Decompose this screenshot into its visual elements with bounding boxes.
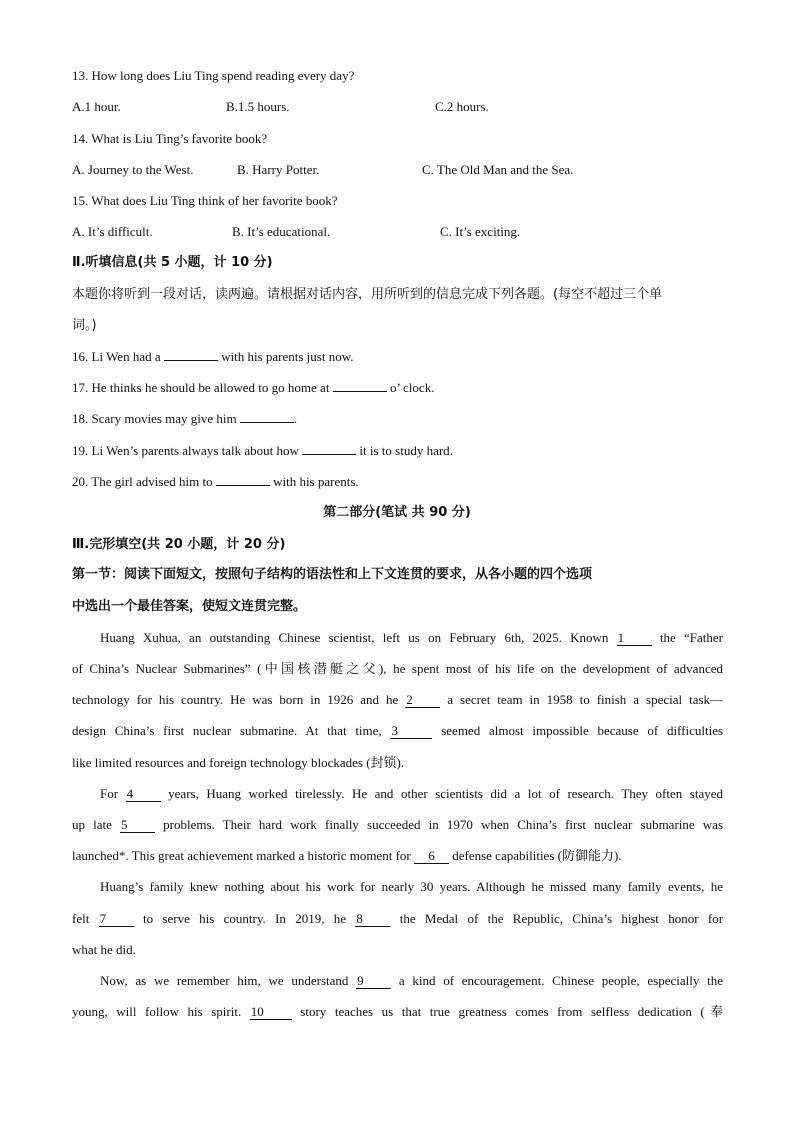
- passage-line: design China’s first nuclear submarine. At that time, 3 seemed almost impossible because of difficulties: [72, 723, 724, 738]
- fill-item-19: 19. Li Wen’s parents always talk about how it is to study hard.: [72, 443, 453, 458]
- section-3-instruction: 第一节：阅读下面短文，按照句子结构的语法性和上下文连贯的要求，从各小题的四个选项: [72, 567, 593, 582]
- passage-line: Now, as we remember him, we understand 9 a kind of encouragement. Chinese people, especially the: [100, 973, 723, 988]
- answer-blank[interactable]: [333, 391, 387, 392]
- passage-line: felt 7 to serve his country. In 2019, he 8 the Medal of the Republic, China’s highest honor for: [72, 911, 724, 926]
- passage-line: Huang’s family knew nothing about his work for nearly 30 years. Although he missed many family events, he: [100, 879, 723, 894]
- q14-option-b: B. Harry Potter.: [237, 162, 320, 177]
- fill-item-17: 17. He thinks he should be allowed to go home at o’ clock.: [72, 380, 435, 395]
- question-13: 13. How long does Liu Ting spend reading every day?: [72, 68, 355, 83]
- section-2-heading: Ⅱ.听填信息(共 5 小题，计 10 分): [72, 255, 273, 270]
- cloze-blank-1[interactable]: 1: [617, 631, 652, 646]
- passage-line: like limited resources and foreign technology blockades (封锁).: [72, 755, 405, 770]
- fill-item-18: 18. Scary movies may give him .: [72, 411, 298, 426]
- cloze-blank-6[interactable]: 6: [414, 849, 449, 864]
- section-3-heading: Ⅲ.完形填空(共 20 小题，计 20 分): [72, 537, 286, 552]
- answer-blank[interactable]: [164, 360, 218, 361]
- part-2-heading: 第二部分(笔试 共 90 分): [323, 505, 471, 520]
- q13-option-b: B.1.5 hours.: [226, 99, 290, 114]
- fill-item-16: 16. Li Wen had a with his parents just now.: [72, 349, 354, 364]
- cloze-blank-3[interactable]: 3: [390, 724, 432, 739]
- cloze-blank-9[interactable]: 9: [356, 974, 391, 989]
- passage-line: young, will follow his spirit. 10 story teaches us that true greatness comes from selfless dedication (奉: [72, 1004, 724, 1019]
- section-2-instruction-cont: 词。): [72, 318, 97, 333]
- cloze-blank-2[interactable]: 2: [405, 693, 440, 708]
- passage-line: technology for his country. He was born in 1926 and he 2 a secret team in 1958 to finish a special task—: [72, 692, 724, 707]
- answer-blank[interactable]: [240, 422, 294, 423]
- question-15: 15. What does Liu Ting think of her favorite book?: [72, 193, 338, 208]
- q14-option-a: A. Journey to the West.: [72, 162, 194, 177]
- cloze-blank-10[interactable]: 10: [250, 1005, 292, 1020]
- q13-option-a: A.1 hour.: [72, 99, 121, 114]
- q15-option-b: B. It’s educational.: [232, 224, 331, 239]
- passage-line: launched*. This great achievement marked a historic moment for 6 defense capabilities (防御能力).: [72, 848, 622, 863]
- fill-item-20: 20. The girl advised him to with his parents.: [72, 474, 359, 489]
- cloze-blank-4[interactable]: 4: [126, 787, 161, 802]
- q14-option-c: C. The Old Man and the Sea.: [422, 162, 574, 177]
- cloze-blank-5[interactable]: 5: [120, 818, 155, 833]
- q15-option-a: A. It’s difficult.: [72, 224, 153, 239]
- passage-line: Huang Xuhua, an outstanding Chinese scientist, left us on February 6th, 2025. Known 1 the “Father: [100, 630, 723, 645]
- cloze-blank-8[interactable]: 8: [355, 912, 390, 927]
- passage-line: of China’s Nuclear Submarines” (中国核潜艇之父), he spent most of his life on the development of advanced: [72, 661, 723, 676]
- q13-option-c: C.2 hours.: [435, 99, 489, 114]
- question-14: 14. What is Liu Ting’s favorite book?: [72, 131, 268, 146]
- answer-blank[interactable]: [216, 485, 270, 486]
- passage-line: what he did.: [72, 942, 136, 957]
- section-2-instruction: 本题你将听到一段对话，读两遍。请根据对话内容，用所听到的信息完成下列各题。(每空不超过三个单: [72, 287, 663, 302]
- section-3-instruction-cont: 中选出一个最佳答案，使短文连贯完整。: [72, 599, 307, 614]
- passage-line: up late 5 problems. Their hard work finally succeeded in 1970 when China’s first nuclear submarine was: [72, 817, 724, 832]
- passage-line: For 4 years, Huang worked tirelessly. He and other scientists did a lot of research. They often stayed: [100, 786, 724, 801]
- cloze-blank-7[interactable]: 7: [99, 912, 134, 927]
- answer-blank[interactable]: [302, 454, 356, 455]
- q15-option-c: C. It’s exciting.: [440, 224, 521, 239]
